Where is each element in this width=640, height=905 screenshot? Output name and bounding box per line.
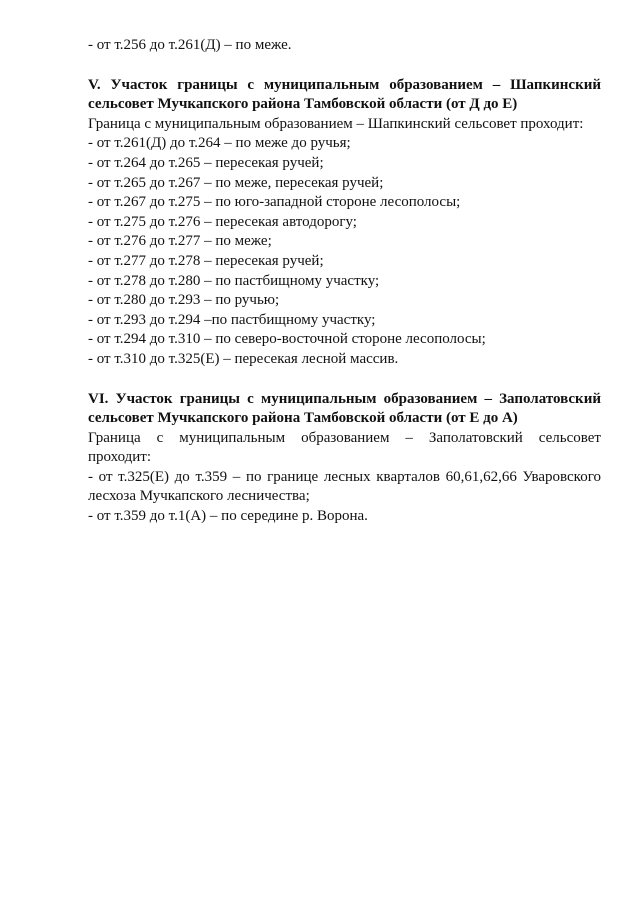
section-5-heading-line-1: V. Участок границы с муниципальным образованием – Шапкинский xyxy=(88,76,601,93)
section-6-lead-line-1: Граница с муниципальным образованием – Заполатовский сельсовет xyxy=(88,429,601,446)
list-item: - от т.275 до т.276 – пересекая автодорогу; xyxy=(88,213,357,230)
list-item: - от т.265 до т.267 – по меже, пересекая ручей; xyxy=(88,174,384,191)
list-item: - от т.293 до т.294 –по пастбищному участку; xyxy=(88,311,376,328)
list-item-line-1: - от т.325(Е) до т.359 – по границе лесных кварталов 60,61,62,66 Уваровского xyxy=(88,468,601,485)
list-item: - от т.277 до т.278 – пересекая ручей; xyxy=(88,252,324,269)
section-6-lead-line-2: проходит: xyxy=(88,449,152,466)
intro-line: - от т.256 до т.261(Д) – по меже. xyxy=(88,37,292,53)
section-6-heading-line-2: сельсовет Мучкапского района Тамбовской области (от Е до А) xyxy=(88,410,518,427)
section-6-heading-line-1: VI. Участок границы с муниципальным образованием – Заполатовский xyxy=(88,390,601,407)
list-item: - от т.359 до т.1(А) – по середине р. Ворона. xyxy=(88,508,368,525)
list-item: - от т.267 до т.275 – по юго-западной стороне лесополосы; xyxy=(88,194,461,211)
list-item: - от т.310 до т.325(Е) – пересекая лесной массив. xyxy=(88,350,399,367)
list-item: - от т.280 до т.293 – по ручью; xyxy=(88,292,280,309)
list-item: - от т.276 до т.277 – по меже; xyxy=(88,233,272,250)
spacer xyxy=(88,56,601,76)
section-6 xyxy=(88,390,601,527)
document-page xyxy=(88,36,601,527)
section-5 xyxy=(88,76,601,370)
list-item: - от т.294 до т.310 – по северо-восточной стороне лесополосы; xyxy=(88,331,486,348)
list-item: - от т.264 до т.265 – пересекая ручей; xyxy=(88,154,324,171)
list-item-line-2: лесхоза Мучкапского лесничества; xyxy=(88,488,310,505)
section-5-heading-line-2: сельсовет Мучкапского района Тамбовской области (от Д до Е) xyxy=(88,96,518,113)
section-5-lead: Граница с муниципальным образованием – Шапкинский сельсовет проходит: xyxy=(88,115,584,132)
list-item: - от т.261(Д) до т.264 – по меже до ручья; xyxy=(88,135,351,152)
list-item: - от т.278 до т.280 – по пастбищному участку; xyxy=(88,272,380,289)
spacer xyxy=(88,370,601,390)
